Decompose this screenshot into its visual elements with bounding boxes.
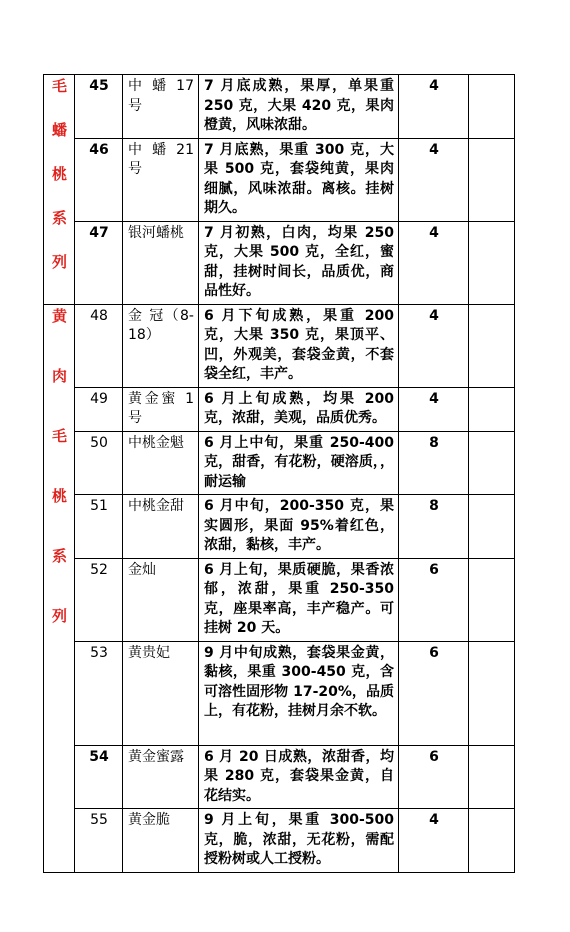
variety-table	[43, 74, 515, 873]
group-char: 肉	[51, 366, 67, 385]
group-char: 系	[51, 546, 67, 565]
note-cell	[469, 221, 515, 304]
variety-description: 7 月底成熟，果厚，单果重 250 克，大果 420 克，果肉橙黄，风味浓甜。	[199, 75, 399, 139]
table-row	[44, 745, 515, 809]
row-number: 48	[75, 304, 123, 387]
row-number: 45	[75, 75, 123, 139]
table-row	[44, 641, 515, 745]
table-row	[44, 387, 515, 431]
group-char: 蟠	[51, 121, 67, 139]
note-cell	[469, 641, 515, 745]
note-cell	[469, 75, 515, 139]
note-cell	[469, 809, 515, 873]
group-char: 毛	[51, 77, 67, 95]
row-number: 49	[75, 387, 123, 431]
group-char: 桃	[51, 165, 67, 183]
variety-name: 金灿	[123, 558, 199, 641]
quantity: 6	[399, 558, 469, 641]
variety-description: 6 月上旬成熟，均果 200 克，浓甜，美观，品质优秀。	[199, 387, 399, 431]
quantity: 4	[399, 304, 469, 387]
quantity: 4	[399, 221, 469, 304]
table-row	[44, 495, 515, 559]
variety-description: 6 月上旬，果质硬脆，果香浓郁，浓甜，果重 250-350 克，座果率高，丰产稳产。可挂树 20 天。	[199, 558, 399, 641]
variety-description: 6 月下旬成熟，果重 200 克，大果 350 克，果顶平、凹，外观美，套袋金黄，不套袋全红，丰产。	[199, 304, 399, 387]
row-number: 47	[75, 221, 123, 304]
row-number: 51	[75, 495, 123, 559]
variety-description: 9 月上旬，果重 300-500 克，脆，浓甜，无花粉，需配授粉树或人工授粉。	[199, 809, 399, 873]
row-number: 53	[75, 641, 123, 745]
variety-name: 黄金脆	[123, 809, 199, 873]
quantity: 4	[399, 75, 469, 139]
group-char: 毛	[51, 426, 67, 445]
variety-description: 9 月中旬成熟，套袋果金黄，黏核，果重 300-450 克，含可溶性固形物 17-20%，品质上，有花粉，挂树月余不软。	[199, 641, 399, 745]
variety-name: 黄金蜜 1 号	[123, 387, 199, 431]
table-row	[44, 558, 515, 641]
variety-name: 银河蟠桃	[123, 221, 199, 304]
note-cell	[469, 558, 515, 641]
variety-description: 6 月 20 日成熟，浓甜香，均果 280 克，套袋果金黄，自花结实。	[199, 745, 399, 809]
group-char: 列	[51, 606, 67, 625]
note-cell	[469, 138, 515, 221]
variety-name: 金 冠（8-18）	[123, 304, 199, 387]
variety-name: 黄贵妃	[123, 641, 199, 745]
quantity: 6	[399, 641, 469, 745]
variety-description: 6 月上中旬，果重 250-400 克，甜香，有花粉，硬溶质，，耐运输	[199, 431, 399, 495]
group-char: 系	[51, 209, 67, 227]
group-label-flat-peach	[44, 75, 75, 305]
group-label-yellow-peach	[44, 304, 75, 872]
table-row	[44, 809, 515, 873]
variety-description: 7 月底熟，果重 300 克，大果 500 克，套袋纯黄，果肉细腻，风味浓甜。离核。挂树期久。	[199, 138, 399, 221]
quantity: 4	[399, 809, 469, 873]
group-char: 桃	[51, 486, 67, 505]
table-row	[44, 221, 515, 304]
table-row	[44, 304, 515, 387]
variety-description: 7 月初熟，白肉，均果 250 克，大果 500 克，全红，蜜甜，挂树时间长，品质优，商品性好。	[199, 221, 399, 304]
note-cell	[469, 495, 515, 559]
variety-name: 黄金蜜露	[123, 745, 199, 809]
row-number: 55	[75, 809, 123, 873]
variety-description: 6 月中旬，200-350 克，果实圆形，果面 95%着红色，浓甜，黏核，丰产。	[199, 495, 399, 559]
note-cell	[469, 431, 515, 495]
note-cell	[469, 304, 515, 387]
row-number: 54	[75, 745, 123, 809]
note-cell	[469, 745, 515, 809]
group-char: 列	[51, 253, 67, 271]
table-row	[44, 138, 515, 221]
variety-name: 中桃金魁	[123, 431, 199, 495]
quantity: 4	[399, 138, 469, 221]
row-number: 52	[75, 558, 123, 641]
variety-name: 中桃金甜	[123, 495, 199, 559]
note-cell	[469, 387, 515, 431]
quantity: 4	[399, 387, 469, 431]
variety-name: 中 蟠 21 号	[123, 138, 199, 221]
table-row	[44, 431, 515, 495]
quantity: 6	[399, 745, 469, 809]
row-number: 46	[75, 138, 123, 221]
table-row	[44, 75, 515, 139]
variety-name: 中 蟠 17 号	[123, 75, 199, 139]
group-char: 黄	[51, 306, 67, 325]
quantity: 8	[399, 495, 469, 559]
quantity: 8	[399, 431, 469, 495]
row-number: 50	[75, 431, 123, 495]
